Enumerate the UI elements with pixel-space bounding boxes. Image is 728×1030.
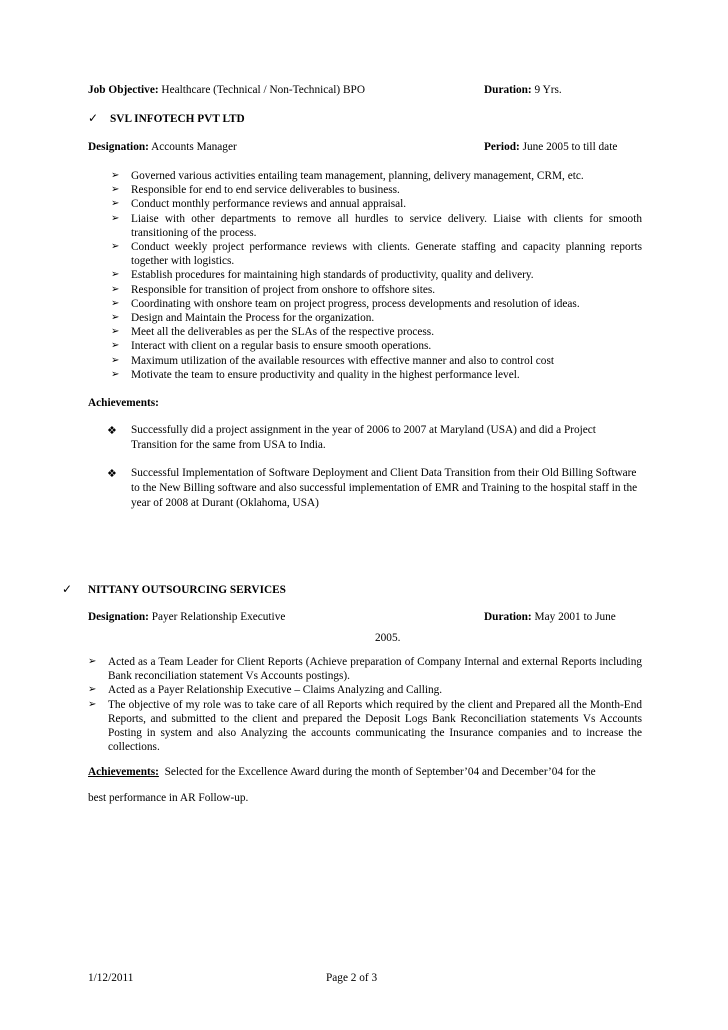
arrow-bullet-icon: ➢ (111, 283, 120, 295)
list-item: ➢ The objective of my role was to take care of all Reports which required by the client and Prepared all the Month-End Reports, and submitted to the client and prepared the Deposit Logs Bank Reconciliation statements Vs Accounts Posting in system and also Analyzing the accounts communicating the Insurance companies and to increase the collections. (88, 698, 642, 754)
footer-page-number: Page 2 of 3 (326, 972, 378, 984)
achievements-text: Selected for the Excellence Award during the month of September’04 and December’04 for the (164, 766, 596, 778)
arrow-bullet-icon: ➢ (111, 269, 120, 281)
company2-name: NITTANY OUTSOURCING SERVICES (88, 584, 286, 596)
footer-date: 1/12/2011 (88, 972, 134, 984)
company1-achievements-label: Achievements: (88, 397, 159, 409)
arrow-bullet-icon: ➢ (111, 340, 120, 352)
list-item: ➢ Maximum utilization of the available resources with effective manner and also to control cost (111, 354, 554, 367)
company1-designation (88, 141, 237, 153)
designation-label: Designation: (88, 611, 149, 623)
arrow-bullet-icon: ➢ (111, 170, 120, 181)
arrow-bullet-icon: ➢ (111, 212, 120, 224)
list-item: ➢ Acted as a Team Leader for Client Reports (Achieve preparation of Company Internal and external Reports including Bank reconciliation statement Vs Accounts postings). (88, 656, 642, 683)
arrow-bullet-icon: ➢ (111, 297, 120, 309)
list-item: ➢ Design and Maintain the Process for the organization. (111, 312, 375, 325)
arrow-bullet-icon: ➢ (111, 198, 120, 210)
duration-label: Duration: (484, 611, 532, 623)
diamond-bullet-icon: ❖ (107, 467, 117, 480)
designation-value: Payer Relationship Executive (151, 611, 286, 623)
list-item: ➢ Liaise with other departments to remove all hurdles to service delivery. Liaise with clients for smooth transitioning of the process. (111, 212, 642, 239)
company2-designation (88, 611, 285, 623)
duration-value: 9 Yrs. (534, 84, 562, 96)
arrow-bullet-icon: ➢ (88, 684, 97, 696)
designation-value: Accounts Manager (151, 141, 237, 153)
company2-duration-cont: 2005. (375, 632, 401, 644)
duration-label: Duration: (484, 84, 532, 96)
list-item: ➢ Responsible for end to end service deliverables to business. (111, 184, 400, 197)
list-item: ➢ Conduct weekly project performance reviews with clients. Generate staffing and capacity planning reports together with logistics. (111, 241, 642, 268)
company2-duration (484, 611, 616, 623)
period-value: June 2005 to till date (522, 141, 618, 153)
list-item: ➢ Governed various activities entailing team management, planning, delivery management, CRM, etc. (111, 170, 584, 182)
arrow-bullet-icon: ➢ (111, 368, 120, 380)
arrow-bullet-icon: ➢ (111, 184, 120, 196)
total-duration (484, 84, 562, 96)
arrow-bullet-icon: ➢ (88, 698, 97, 710)
check-icon: ✓ (88, 111, 99, 125)
company1-duties (111, 169, 642, 382)
company2-achievements (88, 766, 648, 778)
job-objective (88, 84, 365, 96)
company1-achievements (107, 423, 642, 524)
list-item: ➢ Responsible for transition of project from onshore to offshore sites. (111, 283, 436, 296)
company1-name: SVL INFOTECH PVT LTD (110, 113, 245, 125)
designation-label: Designation: (88, 141, 149, 153)
period-label: Period: (484, 141, 520, 153)
company2-duties (88, 655, 642, 754)
arrow-bullet-icon: ➢ (111, 241, 120, 253)
arrow-bullet-icon: ➢ (111, 312, 120, 324)
list-item: ➢ Conduct monthly performance reviews and annual appraisal. (111, 198, 407, 211)
list-item: ➢ Establish procedures for maintaining high standards of productivity, quality and delivery. (111, 269, 534, 282)
check-icon: ✓ (62, 582, 73, 596)
list-item: ➢ Interact with client on a regular basis to ensure smooth operations. (111, 340, 432, 353)
list-item: ➢ Coordinating with onshore team on project progress, process developments and resolution of ideas. (111, 297, 580, 310)
job-objective-value: Healthcare (Technical / Non-Technical) BPO (161, 84, 365, 96)
arrow-bullet-icon: ➢ (111, 326, 120, 338)
list-item: ➢ Motivate the team to ensure productivity and quality in the highest performance level. (111, 368, 520, 381)
achievements-label: Achievements: (88, 766, 159, 778)
list-item: ➢ Meet all the deliverables as per the SLAs of the respective process. (111, 326, 435, 339)
company2-achievements-cont: best performance in AR Follow-up. (88, 792, 249, 804)
company1-period (484, 141, 617, 153)
duration-value: May 2001 to June (534, 611, 616, 623)
list-item: ❖ Successfully did a project assignment in the year of 2006 to 2007 at Maryland (USA) and did a Project Transition for the same from USA to India. (107, 424, 596, 451)
arrow-bullet-icon: ➢ (88, 656, 97, 667)
list-item: ❖ Successful Implementation of Software Deployment and Client Data Transition from their Old Billing Software to the New Billing software and also successful implementation of EMR and Training to the hospital staff in the year of 2008 at Durant (Oklahoma, USA) (107, 467, 638, 509)
diamond-bullet-icon: ❖ (107, 424, 117, 437)
job-objective-label: Job Objective: (88, 84, 159, 96)
arrow-bullet-icon: ➢ (111, 354, 120, 366)
list-item: ➢ Acted as a Payer Relationship Executive – Claims Analyzing and Calling. (88, 684, 443, 697)
